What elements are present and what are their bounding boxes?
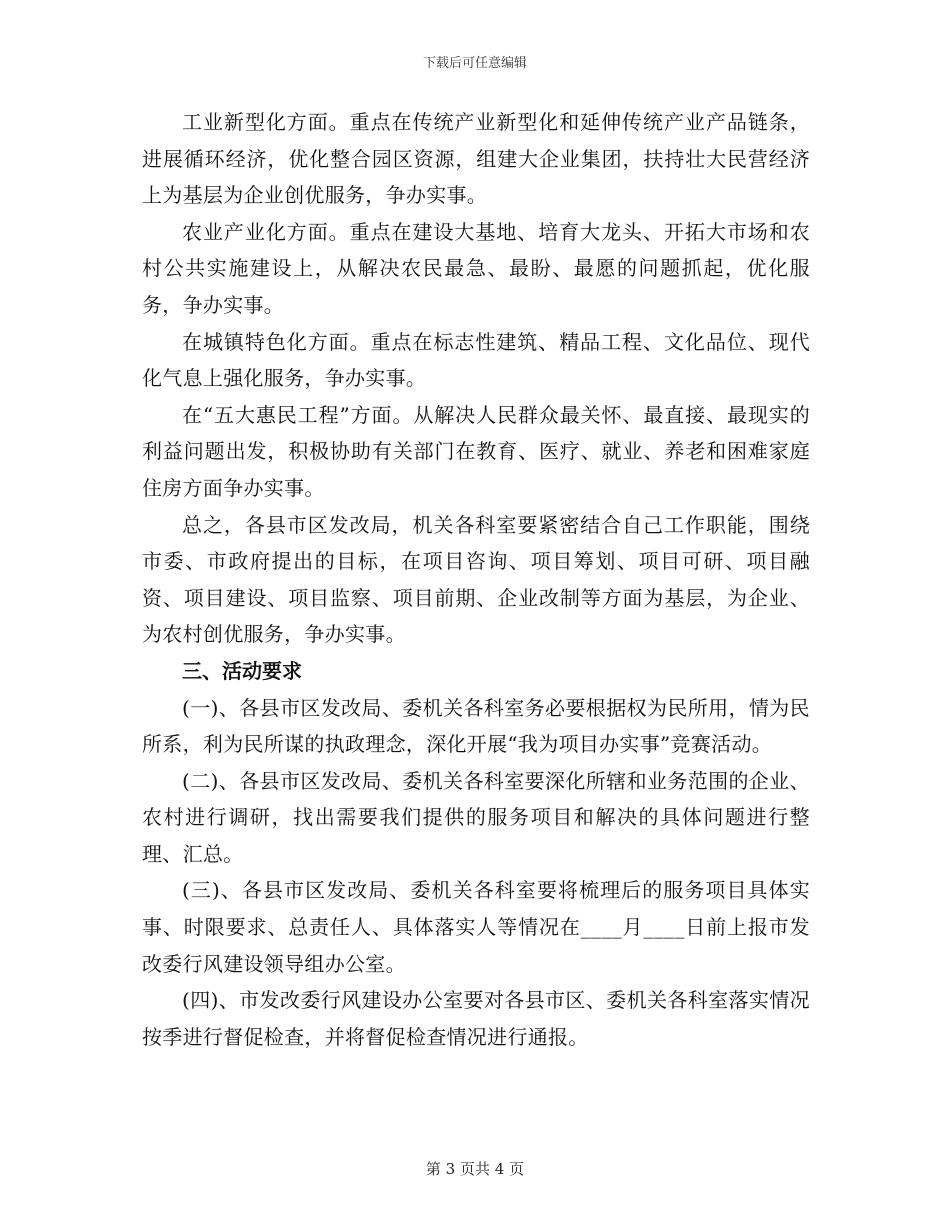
paragraph-urban: 在城镇特色化方面。重点在标志性建筑、精品工程、文化品位、现代化气息上强化服务，争办实事。 — [142, 329, 810, 391]
page-header: 下载后可任意编辑 — [422, 56, 527, 71]
paragraph-industry: 工业新型化方面。重点在传统产业新型化和延伸传统产业产品链条，进展循环经济，优化整合园区资源，组建大企业集团，扶持壮大民营经济上为基层为企业创优服务，争办实事。 — [142, 110, 810, 208]
page-footer: 第 3 页共 4 页 — [425, 1160, 525, 1178]
requirement-item-3: (三)、各县市区发改局、委机关各科室要将梳理后的服务项目具体实事、时限要求、总责任人、具体落实人等情况在____月____日前上报市发改委行风建设领导组办公室。 — [142, 878, 810, 976]
requirement-item-4: (四)、市发改委行风建设办公室要对各县市区、委机关各科室落实情况按季进行督促检查，并将督促检查情况进行通报。 — [142, 988, 810, 1049]
paragraph-welfare: 在“五大惠民工程”方面。从解决人民群众最关怀、最直接、最现实的利益问题出发，积极协助有关部门在教育、医疗、就业、养老和困难家庭住房方面争办实事。 — [142, 402, 810, 500]
section-heading: 三、活动要求 — [182, 658, 302, 683]
document-body — [142, 104, 810, 1055]
requirement-item-1: (一)、各县市区发改局、委机关各科室务必要根据权为民所用，情为民所系，利为民所谋的执政理念，深化开展“我为项目办实事”竞赛活动。 — [142, 695, 810, 757]
paragraph-summary: 总之，各县市区发改局，机关各科室要紧密结合自己工作职能，围绕市委、市政府提出的目标，在项目咨询、项目筹划、项目可研、项目融资、项目建设、项目监察、项目前期、企业改制等方面为基层，为企业、为农村创优服务，争办实事。 — [142, 512, 810, 647]
requirement-item-2: (二)、各县市区发改局、委机关各科室要深化所辖和业务范围的企业、农村进行调研，找出需要我们提供的服务项目和解决的具体问题进行整理、汇总。 — [142, 768, 810, 866]
paragraph-agriculture: 农业产业化方面。重点在建设大基地、培育大龙头、开拓大市场和农村公共实施建设上，从解决农民最急、最盼、最愿的问题抓起，优化服务，争办实事。 — [142, 219, 810, 317]
